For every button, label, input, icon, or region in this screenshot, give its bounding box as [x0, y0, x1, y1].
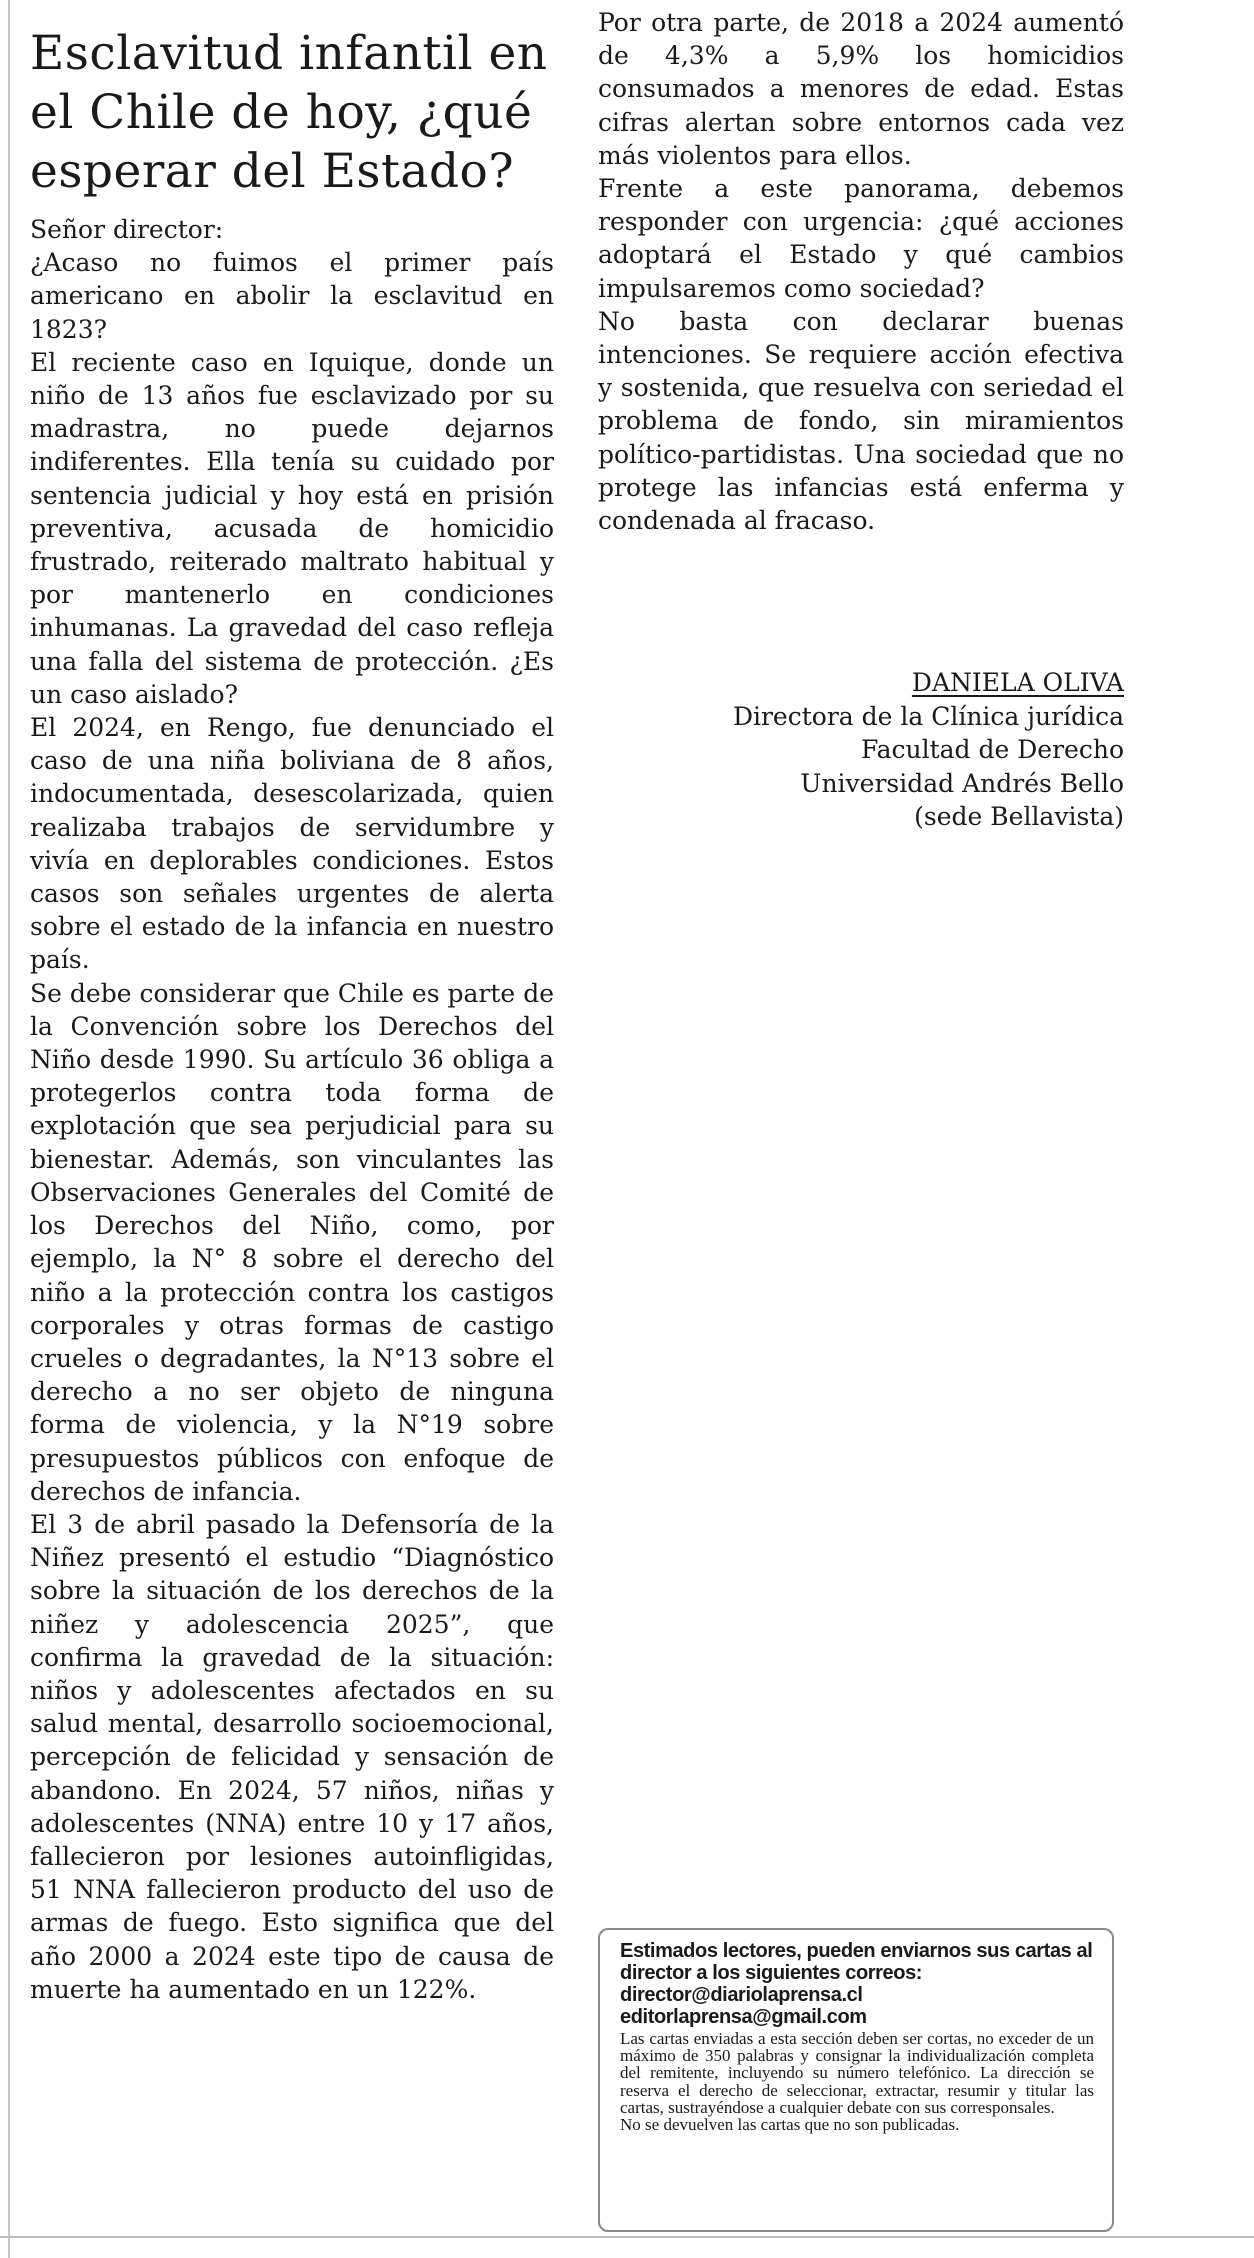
body-paragraph: No basta con declarar buenas intenciones. Se requiere acción efectiva y sostenida, que resuelva con seriedad el problema de fondo, sin miramientos político-partidistas. Una sociedad que no protege las infancias está enferma y condenada al fracaso.: [598, 306, 1124, 536]
author-campus: (sede Bellavista): [914, 802, 1124, 832]
signature-block: [660, 666, 1124, 834]
body-paragraph: Se debe considerar que Chile es parte de la Convención sobre los Derechos del Niño desde 1990. Su artículo 36 obliga a protegerlos contra toda forma de explotación que sea perjudicial para su bienestar. Además, son vinculantes las Observaciones Generales del Comité de los Derechos del Niño, como, por ejemplo, la N° 8 sobre el derecho del niño a la protección contra los castigos corporales y otras formas de castigo crueles o degradantes, la N°13 sobre el derecho a no ser objeto de ninguna forma de violencia, y la N°19 sobre presupuestos públicos con enfoque de derechos de infancia.: [30, 978, 554, 1506]
body-paragraph: El 3 de abril pasado la Defensoría de la Niñez presentó el estudio “Diagnóstico sobre la situación de los derechos de la niñez y adolescencia 2025”, que confirma la gravedad de la situación: niños y adolescentes afectados en su salud mental, desarrollo socioemocional, percepción de felicidad y sensación de abandono. En 2024, 57 niños, niñas y adolescentes (NNA) entre 10 y 17 años, fallecieron por lesiones autoinfligidas, 51 NNA fallecieron producto del uso de armas de fuego. Esto significa que del año 2000 a 2024 este tipo de causa de muerte ha aumentado en un 122%.: [30, 1509, 554, 2004]
notice-heading: Estimados lectores, pueden enviarnos sus cartas al director a los siguientes correos:: [620, 1940, 1093, 1984]
body-paragraph: ¿Acaso no fuimos el primer país americano en abolir la esclavitud en 1823?: [30, 248, 554, 344]
notice-email-editor[interactable]: editorlaprensa@gmail.com: [620, 2006, 867, 2028]
notice-email-director[interactable]: director@diariolaprensa.cl: [620, 1984, 863, 2006]
body-paragraph: El 2024, en Rengo, fue denunciado el caso de una niña boliviana de 8 años, indocumentada, desescolarizada, quien realizaba trabajos de servidumbre y vivía en deplorables condiciones. Estos casos son señales urgentes de alerta sobre el estado de la infancia en nuestro país.: [30, 713, 554, 975]
column-divider-rule: [8, 0, 10, 2258]
notice-rules: Las cartas enviadas a esta sección deben ser cortas, no exceder de un máximo de 350 palabras y consignar la individualización completa del remitente, incluyendo su número telefónico. La dirección se reserva el derecho de seleccionar, extractar, resumir y titular las cartas, sustrayéndose a cualquier debate con sus corresponsales.: [620, 2029, 1094, 2117]
right-column-body: [598, 6, 1124, 537]
author-university: Universidad Andrés Bello: [800, 768, 1124, 798]
salutation: Señor director:: [30, 215, 224, 244]
author-name: DANIELA OLIVA: [911, 668, 1124, 697]
body-paragraph: Frente a este panorama, debemos responder con urgencia: ¿qué acciones adoptará el Estado y qué cambios impulsaremos como sociedad?: [598, 174, 1124, 303]
body-paragraph: Por otra parte, de 2018 a 2024 aumentó de 4,3% a 5,9% los homicidios consumados a menores de edad. Estas cifras alertan sobre entornos cada vez más violentos para ellos.: [598, 8, 1124, 170]
notice-closing: No se devuelven las cartas que no son publicadas.: [620, 2115, 960, 2135]
body-paragraph: El reciente caso en Iquique, donde un niño de 13 años fue esclavizado por su madrastra, no puede dejarnos indiferentes. Ella tenía su cuidado por sentencia judicial y hoy está en prisión preventiva, acusada de homicidio frustrado, reiterado maltrato habitual y por mantenerlo en condiciones inhumanas. La gravedad del caso refleja una falla del sistema de protección. ¿Es un caso aislado?: [30, 347, 554, 709]
article-title: Esclavitud infantil en el Chile de hoy, ¿qué esperar del Estado?: [30, 26, 548, 199]
author-role: Directora de la Clínica jurídica: [732, 701, 1124, 731]
bottom-rule: [0, 2236, 1254, 2238]
left-column-body: [30, 213, 554, 2006]
author-faculty: Facultad de Derecho: [860, 735, 1124, 765]
letters-notice-box: [598, 1928, 1114, 2232]
